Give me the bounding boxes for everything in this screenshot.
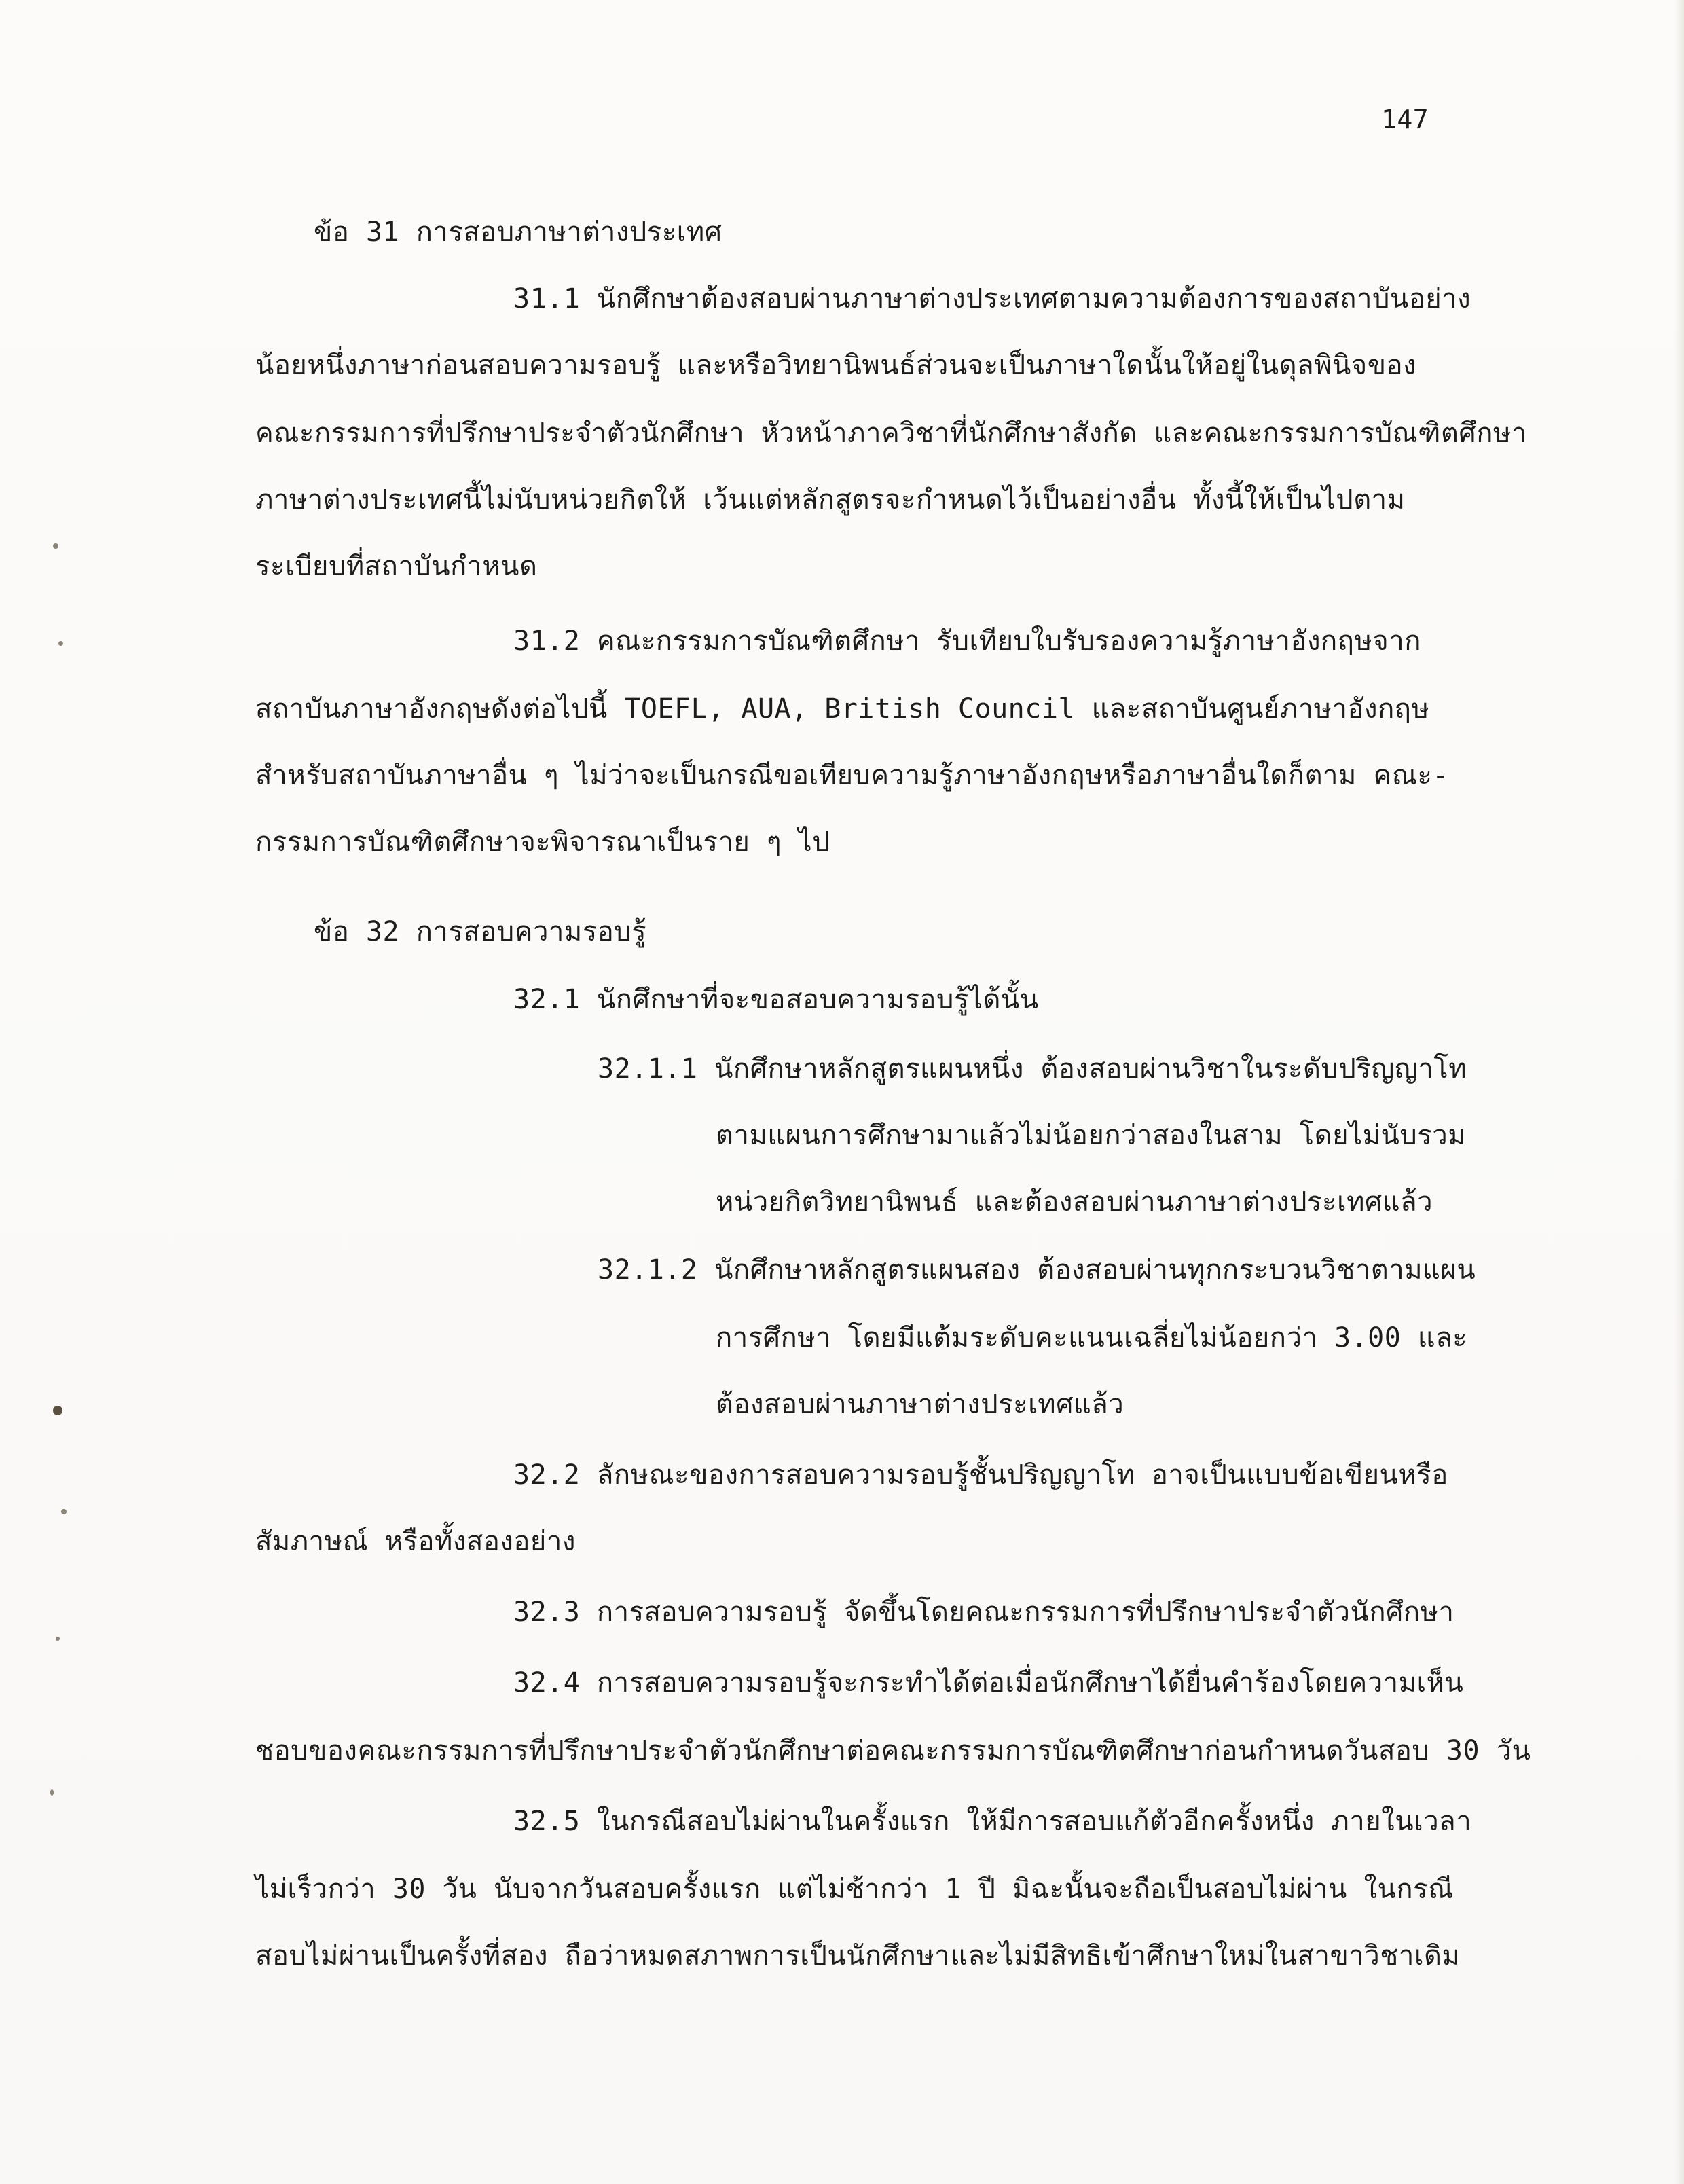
clause-31-1-line-4: ภาษาต่างประเทศนี้ไม่นับหน่วยกิตให้ เว้นแต่หลักสูตรจะกำหนดไว้เป็นอย่างอื่น ทั้งนี้ให้เป็นไปตาม [255, 484, 1406, 515]
clause-31-1-line-3: คณะกรรมการที่ปรึกษาประจำตัวนักศึกษา หัวหน้าภาควิชาที่นักศึกษาสังกัด และคณะกรรมการบัณฑิตศึกษา [255, 418, 1527, 449]
clause-32-1-1-line-3: หน่วยกิตวิทยานิพนธ์ และต้องสอบผ่านภาษาต่างประเทศแล้ว [716, 1186, 1433, 1218]
clause-32-4-line-1: 32.4 การสอบความรอบรู้จะกระทำได้ต่อเมื่อนักศึกษาได้ยื่นคำร้องโดยความเห็น [513, 1667, 1464, 1698]
clause-32-5-line-1: 32.5 ในกรณีสอบไม่ผ่านในครั้งแรก ให้มีการสอบแก้ตัวอีกครั้งหนึ่ง ภายในเวลา [513, 1806, 1472, 1837]
clause-32-1-2-line-1: 32.1.2 นักศึกษาหลักสูตรแผนสอง ต้องสอบผ่านทุกกระบวนวิชาตามแผน [598, 1254, 1476, 1286]
margin-speck [53, 543, 58, 549]
clause-32-2-line-2: สัมภาษณ์ หรือทั้งสองอย่าง [255, 1526, 576, 1557]
section-32-heading: ข้อ 32 การสอบความรอบรู้ [314, 916, 647, 947]
clause-32-5-line-2: ไม่เร็วกว่า 30 วัน นับจากวันสอบครั้งแรก แต่ไม่ช้ากว่า 1 ปี มิฉะนั้นจะถือเป็นสอบไม่ผ่าน ในกรณี [255, 1874, 1454, 1905]
clause-32-1-2-line-2: การศึกษา โดยมีแต้มระดับคะแนนเฉลี่ยไม่น้อยกว่า 3.00 และ [716, 1322, 1468, 1353]
margin-speck [58, 641, 63, 646]
margin-speck [56, 1637, 60, 1641]
clause-32-1: 32.1 นักศึกษาที่จะขอสอบความรอบรู้ได้นั้น [513, 984, 1039, 1015]
clause-31-2-line-1: 31.2 คณะกรรมการบัณฑิตศึกษา รับเทียบใบรับรองความรู้ภาษาอังกฤษจาก [513, 625, 1421, 657]
clause-31-1-line-2: น้อยหนึ่งภาษาก่อนสอบความรอบรู้ และหรือวิทยานิพนธ์ส่วนจะเป็นภาษาใดนั้นให้อยู่ในดุลพินิจของ [255, 350, 1417, 381]
margin-speck [61, 1509, 67, 1514]
margin-speck [50, 1789, 54, 1796]
page-number: 147 [1381, 105, 1429, 134]
clause-32-1-2-line-3: ต้องสอบผ่านภาษาต่างประเทศแล้ว [716, 1389, 1124, 1420]
clause-31-1-line-1: 31.1 นักศึกษาต้องสอบผ่านภาษาต่างประเทศตามความต้องการของสถาบันอย่าง [513, 283, 1471, 314]
margin-speck [53, 1406, 62, 1415]
clause-32-3: 32.3 การสอบความรอบรู้ จัดขึ้นโดยคณะกรรมการที่ปรึกษาประจำตัวนักศึกษา [513, 1597, 1454, 1628]
clause-31-2-line-3: สำหรับสถาบันภาษาอื่น ๆ ไม่ว่าจะเป็นกรณีขอเทียบความรู้ภาษาอังกฤษหรือภาษาอื่นใดก็ตาม คณะ- [255, 760, 1449, 791]
clause-32-5-line-3: สอบไม่ผ่านเป็นครั้งที่สอง ถือว่าหมดสภาพการเป็นนักศึกษาและไม่มีสิทธิเข้าศึกษาใหม่ในสาขาวิชาเดิม [255, 1940, 1461, 1971]
section-31-heading: ข้อ 31 การสอบภาษาต่างประเทศ [314, 217, 722, 248]
clause-31-2-line-4: กรรมการบัณฑิตศึกษาจะพิจารณาเป็นราย ๆ ไป [255, 826, 830, 858]
clause-31-1-line-5: ระเบียบที่สถาบันกำหนด [255, 551, 538, 582]
clause-32-4-line-2: ชอบของคณะกรรมการที่ปรึกษาประจำตัวนักศึกษาต่อคณะกรรมการบัณฑิตศึกษาก่อนกำหนดวันสอบ 30 วัน [255, 1735, 1531, 1766]
clause-32-1-1-line-2: ตามแผนการศึกษามาแล้วไม่น้อยกว่าสองในสาม โดยไม่นับรวม [716, 1120, 1467, 1151]
clause-31-2-line-2: สถาบันภาษาอังกฤษดังต่อไปนี้ TOEFL, AUA, British Council และสถาบันศูนย์ภาษาอังกฤษ [255, 693, 1430, 725]
clause-32-1-1-line-1: 32.1.1 นักศึกษาหลักสูตรแผนหนึ่ง ต้องสอบผ่านวิชาในระดับปริญญาโท [598, 1053, 1467, 1085]
clause-32-2-line-1: 32.2 ลักษณะของการสอบความรอบรู้ชั้นปริญญาโท อาจเป็นแบบข้อเขียนหรือ [513, 1459, 1448, 1491]
